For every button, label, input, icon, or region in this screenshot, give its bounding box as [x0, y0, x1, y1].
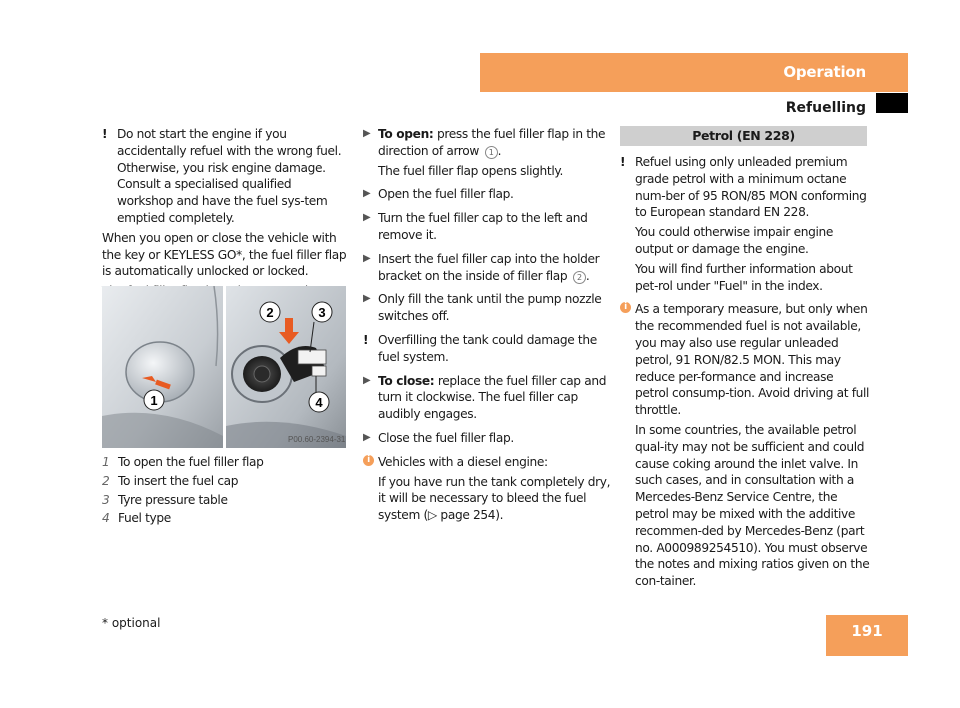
image-legend	[102, 454, 350, 529]
step: ▶ Turn the fuel filler cap to the left and remove it.	[363, 211, 588, 242]
info-icon: i	[620, 302, 631, 313]
svg-text:3: 3	[318, 305, 326, 320]
step-open: ▶ To open: press the fuel filler flap in the direction of arrow 1 . The fuel filler flap opens slightly.	[363, 127, 606, 178]
step: ▶ Only fill the tank until the pump nozzle switches off.	[363, 292, 602, 324]
arrow-icon: ▶	[363, 128, 371, 139]
header-marker	[876, 93, 908, 113]
arrow-icon: ▶	[363, 212, 371, 224]
callout-4	[309, 392, 329, 412]
step: ▶ Open the fuel filler flap.	[363, 187, 514, 202]
section-title: Operation	[783, 63, 866, 81]
warning-note: ! Overfilling the tank could damage the fuel system.	[363, 332, 597, 364]
ref-2: 2	[573, 271, 586, 284]
step-close: ▶ To close: replace the fuel filler cap and turn it clockwise. The fuel filler cap audibly engages.	[363, 373, 607, 422]
svg-text:2: 2	[266, 305, 274, 320]
arrow-icon: ▶	[363, 252, 371, 264]
image-code: P00.60-2394-31	[288, 435, 346, 444]
callout-2	[260, 302, 280, 322]
info-note: i As a temporary measure, but only when the recommended fuel is not available, you may also use regular unleaded petrol, 91 RON/82.5 MON. This may reduce per-formance and increase petrol consump-tion. Avoid driving at full throttle. In some countries, the available petrol qual-ity may not be sufficient and could cause coking around the inlet valve. In such cases, and in consultation with a Mercedes-Benz Service Centre, the petrol may be mixed with the additive recommen-ded by Mercedes-Benz (part no. A000989254510). You must observe the notes and mixing ratios given on the con-tainer.	[620, 301, 870, 590]
arrow-icon: ▶	[363, 293, 371, 305]
subsection-title: Refuelling	[785, 100, 866, 116]
warning-note	[102, 126, 350, 227]
warning-note: ! Refuel using only unleaded premium grade petrol with a minimum octane num-ber of 95 RON/85 MON conforming to European standard EN 228. You could otherwise impair engine output or damage the engine. You will find further information about pet-rol under "Fuel" in the index.	[620, 155, 867, 293]
legend-item: 4 Fuel type	[102, 511, 171, 526]
svg-text:4: 4	[315, 395, 323, 410]
paragraph: When you open or close the vehicle with the key or KEYLESS GO*, the fuel filler flap is automatically unlocked or locked.	[102, 230, 347, 279]
page-number: 191	[851, 622, 883, 640]
legend-item: 3 Tyre pressure table	[102, 492, 228, 507]
column-2	[363, 126, 613, 531]
svg-text:1: 1	[150, 393, 158, 408]
step: ▶ Insert the fuel filler cap into the holder bracket on the inside of filler flap 2 .	[363, 251, 600, 283]
warning-text: Do not start the engine if you accidentally refuel with the wrong fuel. Otherwise, you risk engine damage. Consult a specialised qualified workshop and have the fuel sys-tem emptied completely.	[117, 127, 342, 225]
section-heading: Petrol (EN 228)	[620, 126, 867, 146]
warning-icon: !	[102, 127, 108, 141]
ref-1: 1	[485, 146, 498, 159]
warning-icon: !	[620, 155, 626, 169]
arrow-icon: ▶	[363, 374, 371, 386]
arrow-icon: ▶	[363, 188, 371, 200]
arrow-icon: ▶	[363, 431, 371, 443]
legend-item: 2 To insert the fuel cap	[102, 473, 239, 488]
warning-icon: !	[363, 332, 369, 347]
footnote: * optional	[102, 616, 161, 630]
column-3	[620, 126, 870, 597]
info-icon: i	[363, 455, 374, 466]
info-note: i Vehicles with a diesel engine: If you have run the tank completely dry, it will be necessary to bleed the fuel system (▷ page 254).	[363, 454, 613, 524]
callout-3	[312, 302, 332, 322]
legend-item: 1 To open the fuel filler flap	[102, 455, 264, 469]
callout-1	[144, 390, 164, 410]
step: ▶ Close the fuel filler flap.	[363, 430, 514, 445]
fuel-flap-photo	[102, 286, 346, 448]
